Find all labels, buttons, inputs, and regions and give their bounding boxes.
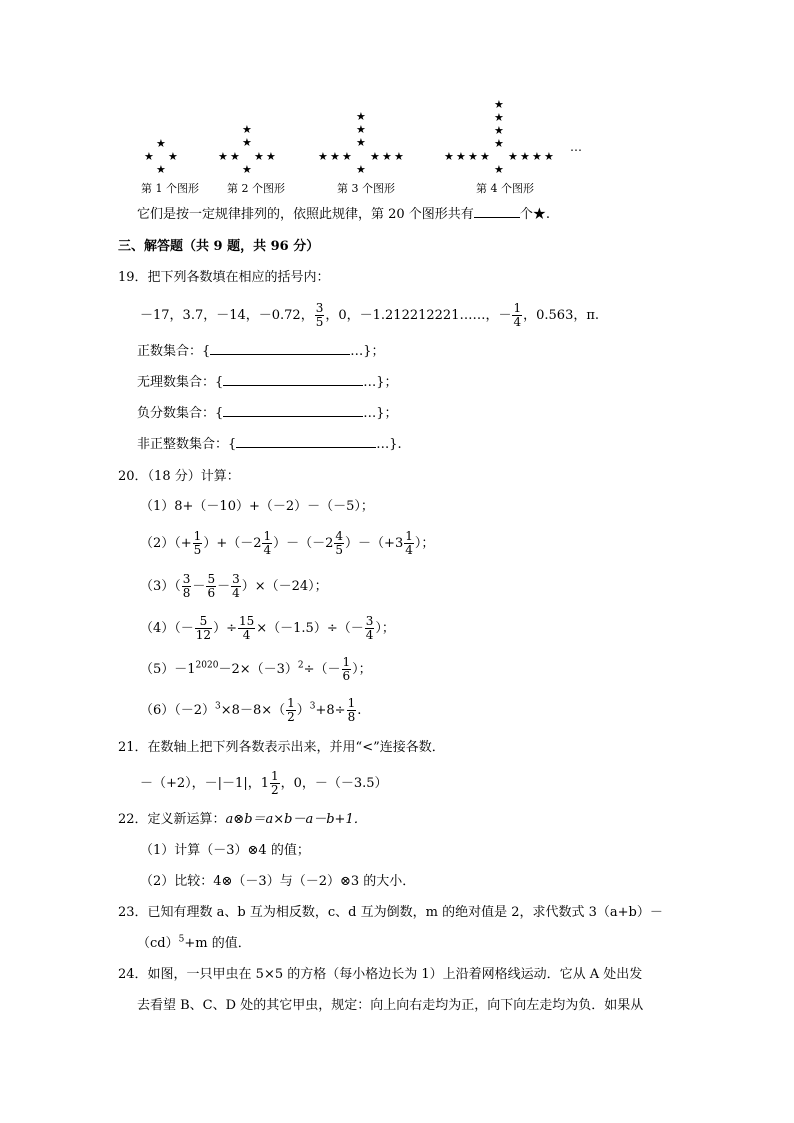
q18-text: 它们是按一定规律排列的，依照此规律，第 20 个图形共有	[137, 207, 474, 222]
text: ）×（－24）；	[241, 579, 328, 594]
set-end: …}.	[376, 437, 402, 452]
star-icon: ★	[356, 163, 366, 176]
star-icon: ★	[330, 150, 340, 163]
q20-part-5	[140, 656, 372, 683]
denominator: 4	[365, 628, 374, 642]
exponent: 3	[215, 701, 221, 712]
star-icon: ★	[494, 124, 504, 137]
fraction	[347, 697, 357, 724]
denominator: 8	[347, 710, 356, 724]
star-icon: ★	[494, 98, 504, 111]
text: －	[192, 579, 206, 594]
star-icon: ★	[230, 150, 240, 163]
numerator: 3	[232, 572, 240, 586]
denominator: 12	[195, 628, 212, 642]
text: +8÷	[315, 703, 346, 718]
star-icon: ★	[494, 163, 504, 176]
numerator: 5	[195, 615, 212, 629]
q19-stem: 19．把下列各数填在相应的括号内：	[118, 270, 330, 285]
star-icon: ★	[254, 150, 264, 163]
exponent: 2020	[195, 660, 219, 671]
text: ）－（－2	[273, 536, 334, 551]
q19-numbers-b: ，0，－1.212212221……，－	[325, 308, 512, 323]
star-icon: ★	[356, 123, 366, 136]
q24-line-2: 去看望 B、C、D 处的其它甲虫，规定：向上向右走均为正，向下向左走均为负．如果从	[137, 998, 644, 1013]
star-icon: ★	[382, 150, 392, 163]
text: .	[357, 703, 362, 718]
q20-stem: 20．（18 分）计算：	[118, 469, 240, 484]
text: ，0，－（－3.5）	[280, 776, 388, 791]
q18-suffix: 个★.	[519, 207, 550, 222]
q22-part-2: （2）比较：4⊗（－3）与（－2）⊗3 的大小．	[140, 874, 416, 889]
star-icon: ★	[242, 163, 252, 176]
numerator: 3	[182, 572, 191, 586]
figure-label-3: 第 3 个图形	[337, 182, 395, 195]
star-icon: ★	[156, 137, 166, 150]
denominator: 4	[232, 586, 240, 600]
q19-numbers	[140, 302, 599, 329]
text: ）；	[352, 662, 372, 677]
numerator: 1	[193, 529, 202, 543]
denominator: 2	[287, 710, 295, 724]
denominator: 5	[335, 543, 344, 557]
text: （cd）	[137, 936, 179, 951]
denominator: 4	[405, 543, 413, 557]
fraction	[512, 302, 522, 329]
text: ）－（+3	[345, 536, 404, 551]
q22-part-1: （1）计算（－3）⊗4 的值；	[140, 843, 310, 858]
numerator: 1	[263, 529, 272, 543]
set-label: 非正整数集合：{	[137, 437, 237, 452]
set-end: …}；	[363, 375, 398, 390]
text: ）÷	[213, 621, 237, 636]
numerator: 4	[335, 529, 344, 543]
denominator: 2	[270, 783, 279, 797]
numerator: 1	[270, 769, 279, 783]
figure-label-4: 第 4 个图形	[476, 182, 534, 195]
numerator: 1	[342, 655, 351, 669]
text: （6）（－2）	[140, 703, 216, 718]
figure-ellipsis: …	[570, 140, 582, 154]
q23-line-2	[137, 934, 251, 954]
fraction	[195, 615, 212, 642]
q20-part-1: （1）8+（－10）+（－2）－（－5）；	[140, 499, 374, 514]
denominator: 8	[182, 586, 191, 600]
numerator: 1	[347, 696, 356, 710]
q19-set-irrational	[137, 373, 398, 393]
numerator: 1	[405, 529, 413, 543]
fraction	[315, 302, 325, 329]
star-icon: ★	[242, 136, 252, 149]
text: （3）（	[140, 579, 181, 594]
answer-blank	[223, 373, 363, 386]
q24-line-1: 24．如图，一只甲虫在 5×5 的方格（每小格边长为 1）上沿着网格线运动．它从 A 处出发	[118, 967, 643, 982]
star-icon: ★	[342, 150, 352, 163]
star-icon: ★	[356, 110, 366, 123]
fraction	[286, 697, 296, 724]
denominator: 5	[315, 315, 324, 329]
fraction	[206, 573, 216, 600]
star-icon: ★	[520, 150, 530, 163]
numerator: 15	[238, 614, 255, 628]
section-title: 三、解答题（共 9 题，共 96 分）	[118, 239, 320, 254]
star-icon: ★	[544, 150, 554, 163]
star-icon: ★	[508, 150, 518, 163]
star-icon: ★	[532, 150, 542, 163]
exponent: 2	[297, 660, 304, 671]
text: －2×（－3）	[218, 662, 298, 677]
exponent: 3	[309, 701, 316, 712]
figure-label-1: 第 1 个图形	[141, 182, 199, 195]
q22-stem	[118, 810, 367, 830]
q19-set-positive	[137, 342, 385, 362]
text: ）；	[375, 621, 395, 636]
text: （2）（+	[140, 536, 192, 551]
q19-numbers-a: －17，3.7，－14，－0.72，	[140, 308, 314, 323]
denominator: 4	[513, 315, 522, 329]
star-icon: ★	[356, 136, 366, 149]
fraction	[231, 573, 241, 600]
fraction	[262, 530, 272, 557]
text: ×（－1.5）÷（－	[256, 621, 364, 636]
fraction	[182, 573, 192, 600]
set-label: 无理数集合：{	[137, 375, 224, 390]
text: ÷（－	[303, 662, 341, 677]
q19-numbers-c: ，0.563，π.	[523, 308, 600, 323]
text: 22．定义新运算：	[118, 812, 226, 827]
star-icon: ★	[242, 123, 252, 136]
denominator: 6	[207, 586, 216, 600]
text: +m 的值．	[184, 936, 251, 951]
set-end: …}；	[350, 344, 385, 359]
figure-label-2: 第 2 个图形	[227, 182, 285, 195]
q21-numbers	[140, 770, 388, 797]
numerator: 3	[365, 614, 374, 628]
text: －（+2），－|－1|，1	[140, 776, 269, 791]
q23-line-1: 23．已知有理数 a、b 互为相反数，c、d 互为倒数，m 的绝对值是 2，求代数式 3（a+b）－	[118, 905, 663, 920]
star-icon: ★	[218, 150, 228, 163]
numerator: 3	[315, 301, 324, 315]
set-label: 正数集合：{	[137, 344, 211, 359]
star-icon: ★	[156, 163, 166, 176]
star-icon: ★	[168, 150, 178, 163]
star-icon: ★	[494, 111, 504, 124]
star-icon: ★	[318, 150, 328, 163]
fraction	[270, 770, 280, 797]
star-icon: ★	[394, 150, 404, 163]
numerator: 5	[207, 572, 216, 586]
fraction	[334, 530, 344, 557]
q20-part-2	[140, 530, 434, 557]
numerator: 1	[513, 301, 522, 315]
denominator: 6	[342, 669, 351, 683]
star-icon: ★	[444, 150, 454, 163]
operation-definition: a⊗b＝a×b－a－b+1．	[225, 812, 367, 827]
fraction	[193, 530, 203, 557]
answer-blank	[210, 342, 350, 355]
q19-set-negative-fraction	[137, 404, 398, 424]
text: （4）（－	[140, 621, 194, 636]
fraction	[342, 656, 352, 683]
text: ）	[296, 703, 310, 718]
text: －	[217, 579, 231, 594]
star-icon: ★	[468, 150, 478, 163]
text: ）+（－2	[203, 536, 262, 551]
fraction	[238, 615, 255, 642]
star-icon: ★	[370, 150, 380, 163]
q20-part-3	[140, 573, 328, 600]
numerator: 1	[287, 696, 295, 710]
answer-blank	[474, 205, 520, 218]
text: ）；	[414, 536, 435, 551]
q19-set-nonpositive-integer	[137, 435, 402, 455]
exponent: 5	[178, 934, 185, 945]
star-icon: ★	[266, 150, 276, 163]
q18-conclusion	[137, 205, 550, 225]
q20-part-4	[140, 615, 395, 642]
set-end: …}；	[363, 406, 398, 421]
denominator: 4	[263, 543, 272, 557]
denominator: 5	[193, 543, 202, 557]
denominator: 4	[242, 628, 251, 642]
text: ×8－8×（	[220, 703, 286, 718]
fraction	[365, 615, 375, 642]
text: （5）－1	[140, 662, 196, 677]
star-icon: ★	[480, 150, 490, 163]
answer-blank	[223, 404, 363, 417]
star-icon: ★	[144, 150, 154, 163]
star-icon: ★	[456, 150, 466, 163]
q21-stem: 21．在数轴上把下列各数表示出来，并用“<”连接各数．	[118, 740, 445, 755]
answer-blank	[236, 435, 376, 448]
fraction	[404, 530, 414, 557]
star-icon: ★	[494, 137, 504, 150]
q20-part-6	[140, 697, 361, 724]
set-label: 负分数集合：{	[137, 406, 224, 421]
